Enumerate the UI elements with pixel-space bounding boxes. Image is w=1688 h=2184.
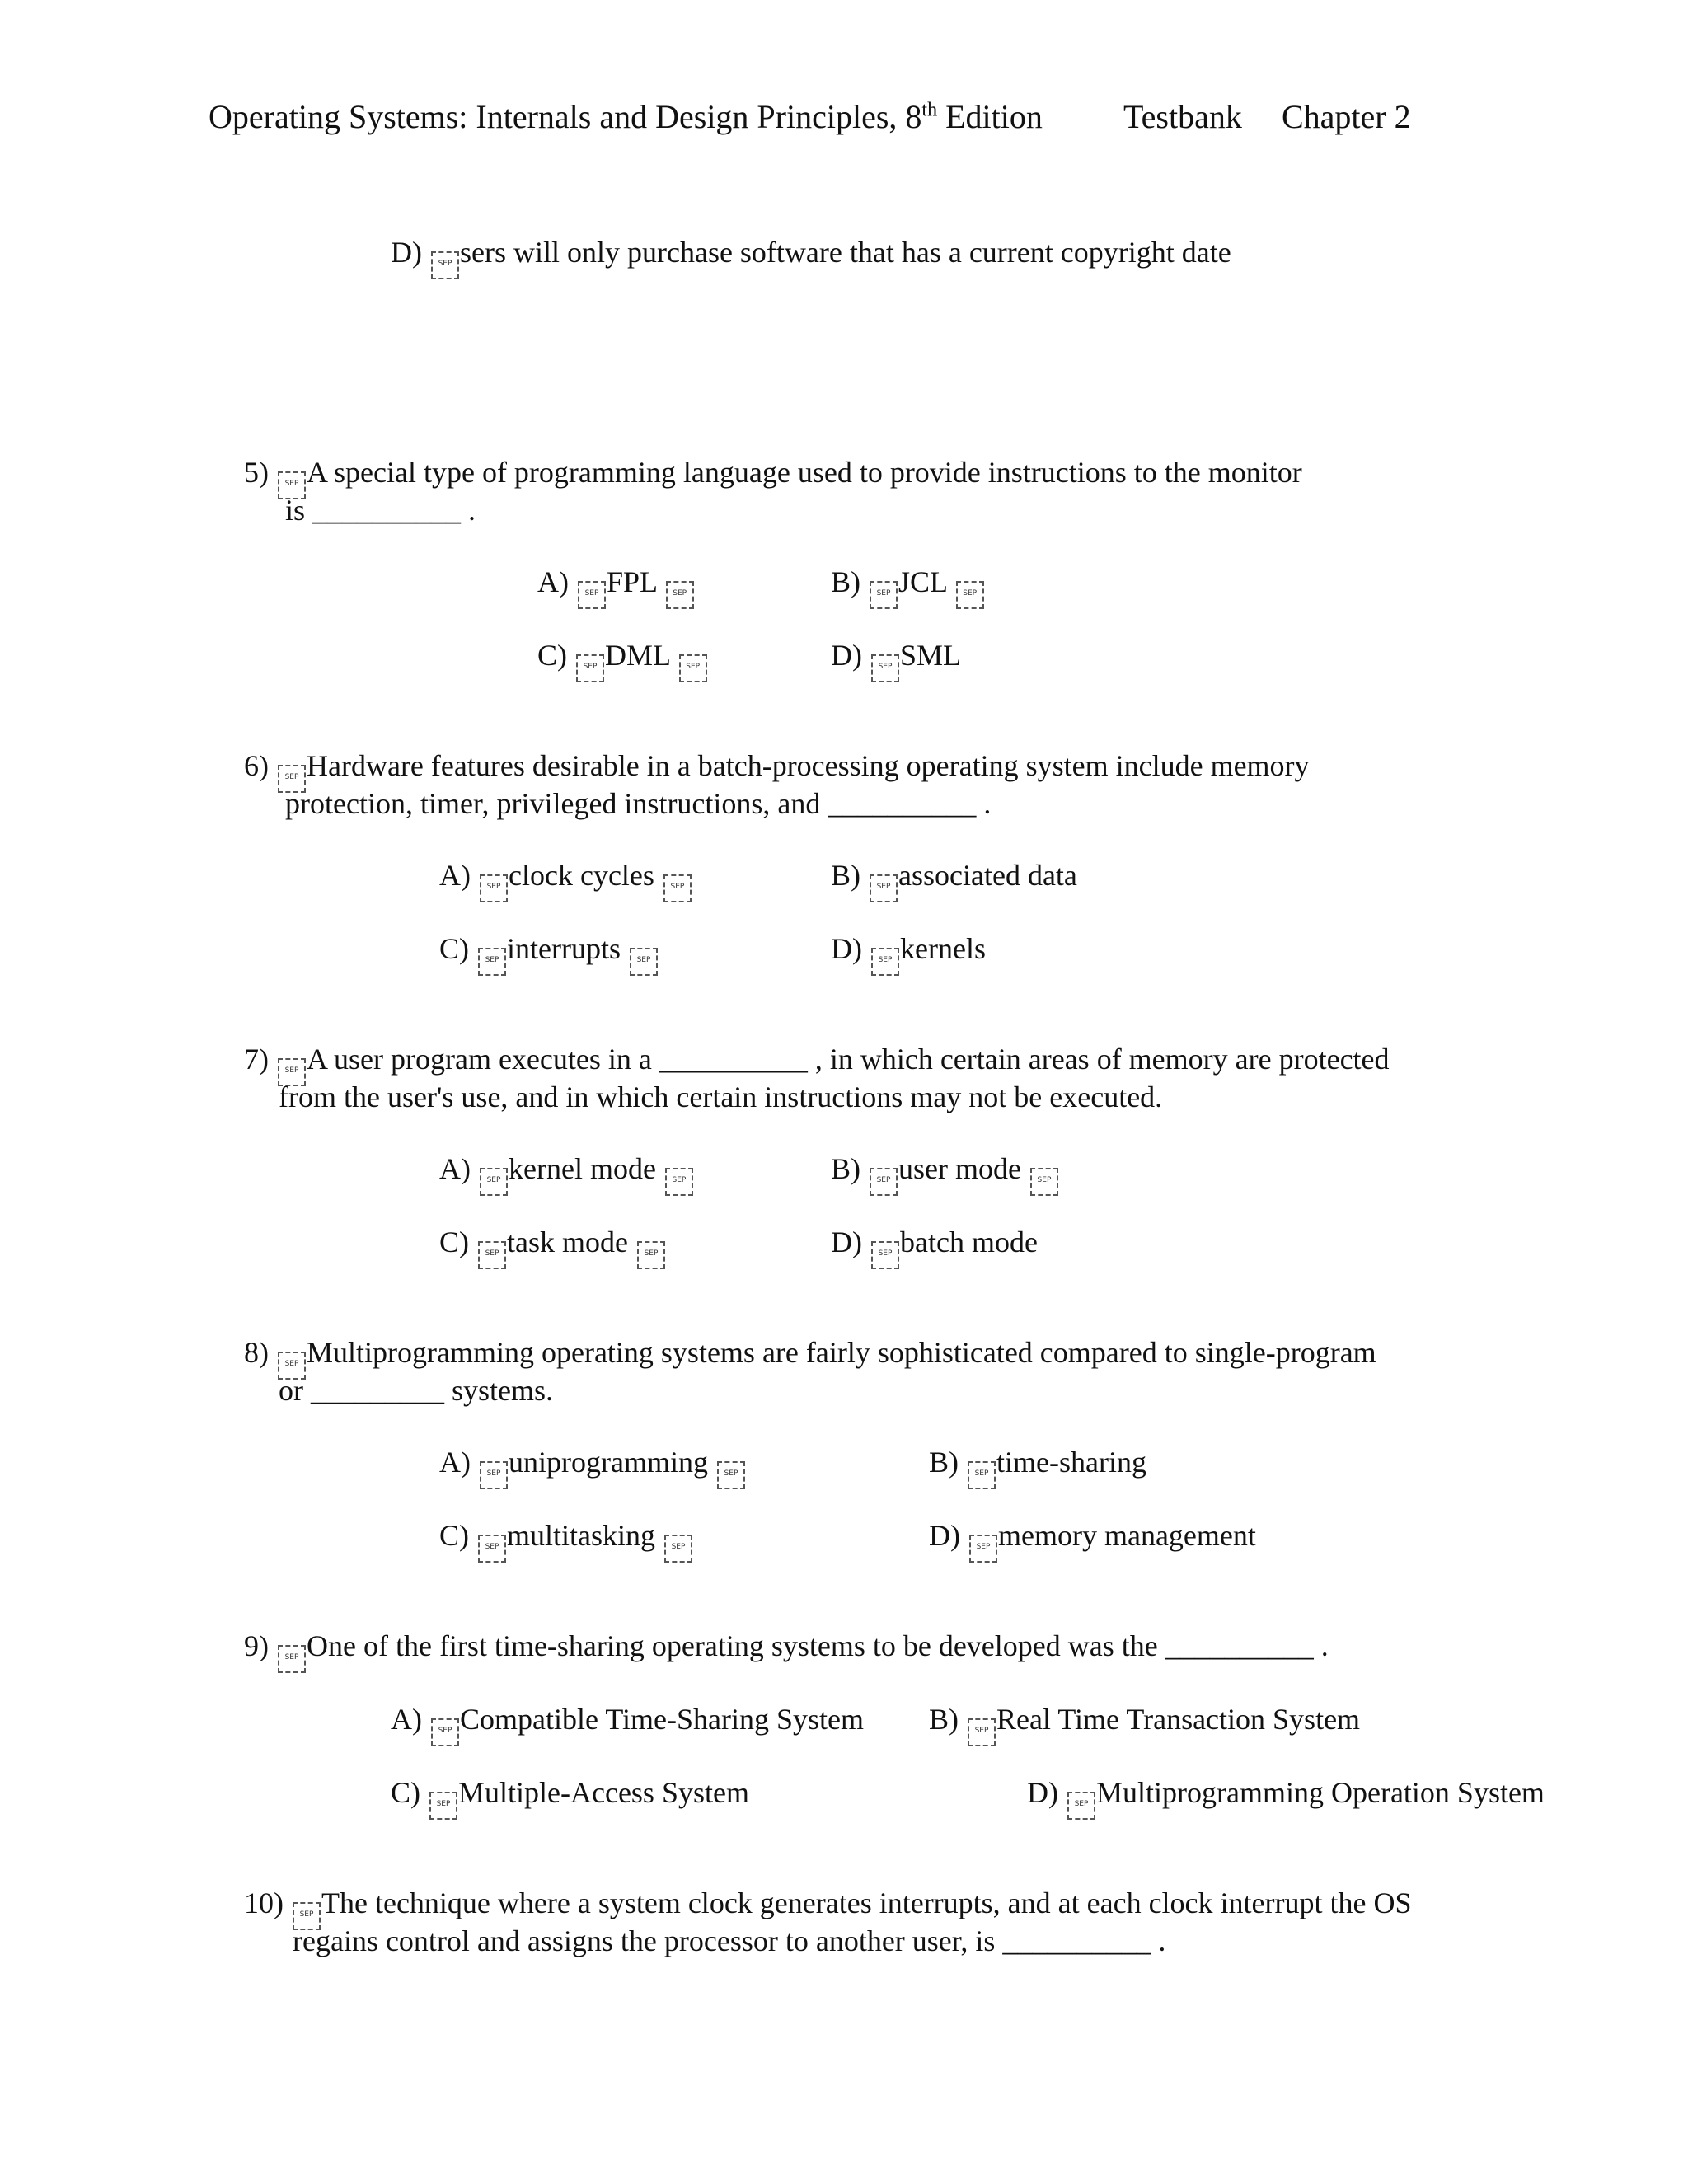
sep-icon: [431, 1718, 459, 1746]
sep-icon: [1030, 1168, 1058, 1196]
sep-icon: [664, 1535, 692, 1563]
sep-icon: [665, 1168, 693, 1196]
sep-icon: [871, 1241, 899, 1269]
sep-icon: [478, 1535, 506, 1563]
sep-icon: [278, 1645, 306, 1673]
answer-option[interactable]: A) SEP clock cycles SEP: [439, 857, 692, 902]
question-stem-cont: from the user's use, and in which certain instructions may not be executed.: [279, 1080, 1163, 1113]
answer-option[interactable]: A) SEP uniprogramming SEP: [439, 1444, 746, 1489]
sep-icon: [870, 1168, 898, 1196]
sep-icon: [717, 1461, 745, 1489]
chapter-label: Chapter 2: [1282, 98, 1411, 135]
question-stem-cont: is __________ .: [285, 494, 476, 527]
question-stem: 8) SEP Multiprogramming operating systems are fairly sophisticated compared to single-program: [244, 1334, 1376, 1380]
sep-icon: [478, 1241, 506, 1269]
answer-option[interactable]: B) SEP user mode SEP: [831, 1151, 1059, 1196]
answer-option[interactable]: B) SEP Real Time Transaction System: [929, 1701, 1360, 1746]
sep-icon: [576, 654, 604, 682]
answer-option[interactable]: B) SEP associated data: [831, 857, 1077, 902]
sep-icon: [968, 1718, 996, 1746]
sep-icon: [637, 1241, 665, 1269]
answer-option[interactable]: D) SEP kernels: [831, 930, 986, 976]
sep-icon: [478, 948, 506, 976]
answer-option[interactable]: A) SEP Compatible Time-Sharing System: [391, 1701, 864, 1746]
page-header: [209, 97, 1043, 137]
answer-option[interactable]: C) SEP DML SEP: [537, 637, 708, 682]
sep-icon: [578, 581, 606, 609]
question-stem: 10) SEP The technique where a system clock generates interrupts, and at each clock interrupt the OS: [244, 1885, 1412, 1930]
answer-option[interactable]: A) SEP kernel mode SEP: [439, 1151, 694, 1196]
sep-icon: [431, 251, 459, 279]
answer-option[interactable]: C) SEP task mode SEP: [439, 1224, 666, 1269]
sep-icon: [968, 1461, 996, 1489]
question-stem-cont: regains control and assigns the processor to another user, is __________ .: [293, 1924, 1166, 1957]
testbank-label: Testbank: [1123, 98, 1242, 135]
question-stem: 5) SEP A special type of programming language used to provide instructions to the monitor: [244, 454, 1302, 499]
sep-icon: [679, 654, 707, 682]
answer-option[interactable]: B) SEP JCL SEP: [831, 564, 985, 609]
question-stem: 6) SEP Hardware features desirable in a batch-processing operating system include memory: [244, 748, 1310, 793]
sep-icon: [480, 1168, 508, 1196]
sep-icon: [429, 1792, 457, 1820]
sep-icon: [1067, 1792, 1095, 1820]
book-title: Operating Systems: Internals and Design Principles, 8th Edition: [209, 98, 1043, 135]
sep-icon: [956, 581, 984, 609]
answer-option[interactable]: C) SEP multitasking SEP: [439, 1517, 693, 1563]
answer-option[interactable]: D) SEP batch mode: [831, 1224, 1038, 1269]
answer-option[interactable]: A) SEP FPL SEP: [537, 564, 695, 609]
sep-icon: [870, 581, 898, 609]
sep-icon: [871, 654, 899, 682]
answer-option[interactable]: D) SEP Multiprogramming Operation System: [1027, 1774, 1545, 1820]
answer-option[interactable]: C) SEP Multiple-Access System: [391, 1774, 749, 1820]
question-stem-cont: or _________ systems.: [279, 1374, 553, 1407]
sep-icon: [871, 948, 899, 976]
answer-option[interactable]: D) SEP memory management: [929, 1517, 1256, 1563]
sep-icon: [480, 874, 508, 902]
sep-icon: [666, 581, 694, 609]
answer-option[interactable]: C) SEP interrupts SEP: [439, 930, 659, 976]
sep-icon: [870, 874, 898, 902]
question-stem: 7) SEP A user program executes in a __________ , in which certain areas of memory are protected: [244, 1041, 1390, 1086]
sep-icon: [480, 1461, 508, 1489]
answer-option[interactable]: D) SEP SML: [831, 637, 961, 682]
question-stem-cont: protection, timer, privileged instructions, and __________ .: [285, 787, 992, 820]
answer-option[interactable]: B) SEP time-sharing: [929, 1444, 1146, 1489]
sep-icon: [969, 1535, 997, 1563]
carryover-option: D) SEP sers will only purchase software that has a current copyright date: [391, 234, 1231, 279]
sep-icon: [663, 874, 692, 902]
question-stem: 9) SEP One of the first time-sharing operating systems to be developed was the __________ .: [244, 1628, 1329, 1673]
sep-icon: [630, 948, 658, 976]
